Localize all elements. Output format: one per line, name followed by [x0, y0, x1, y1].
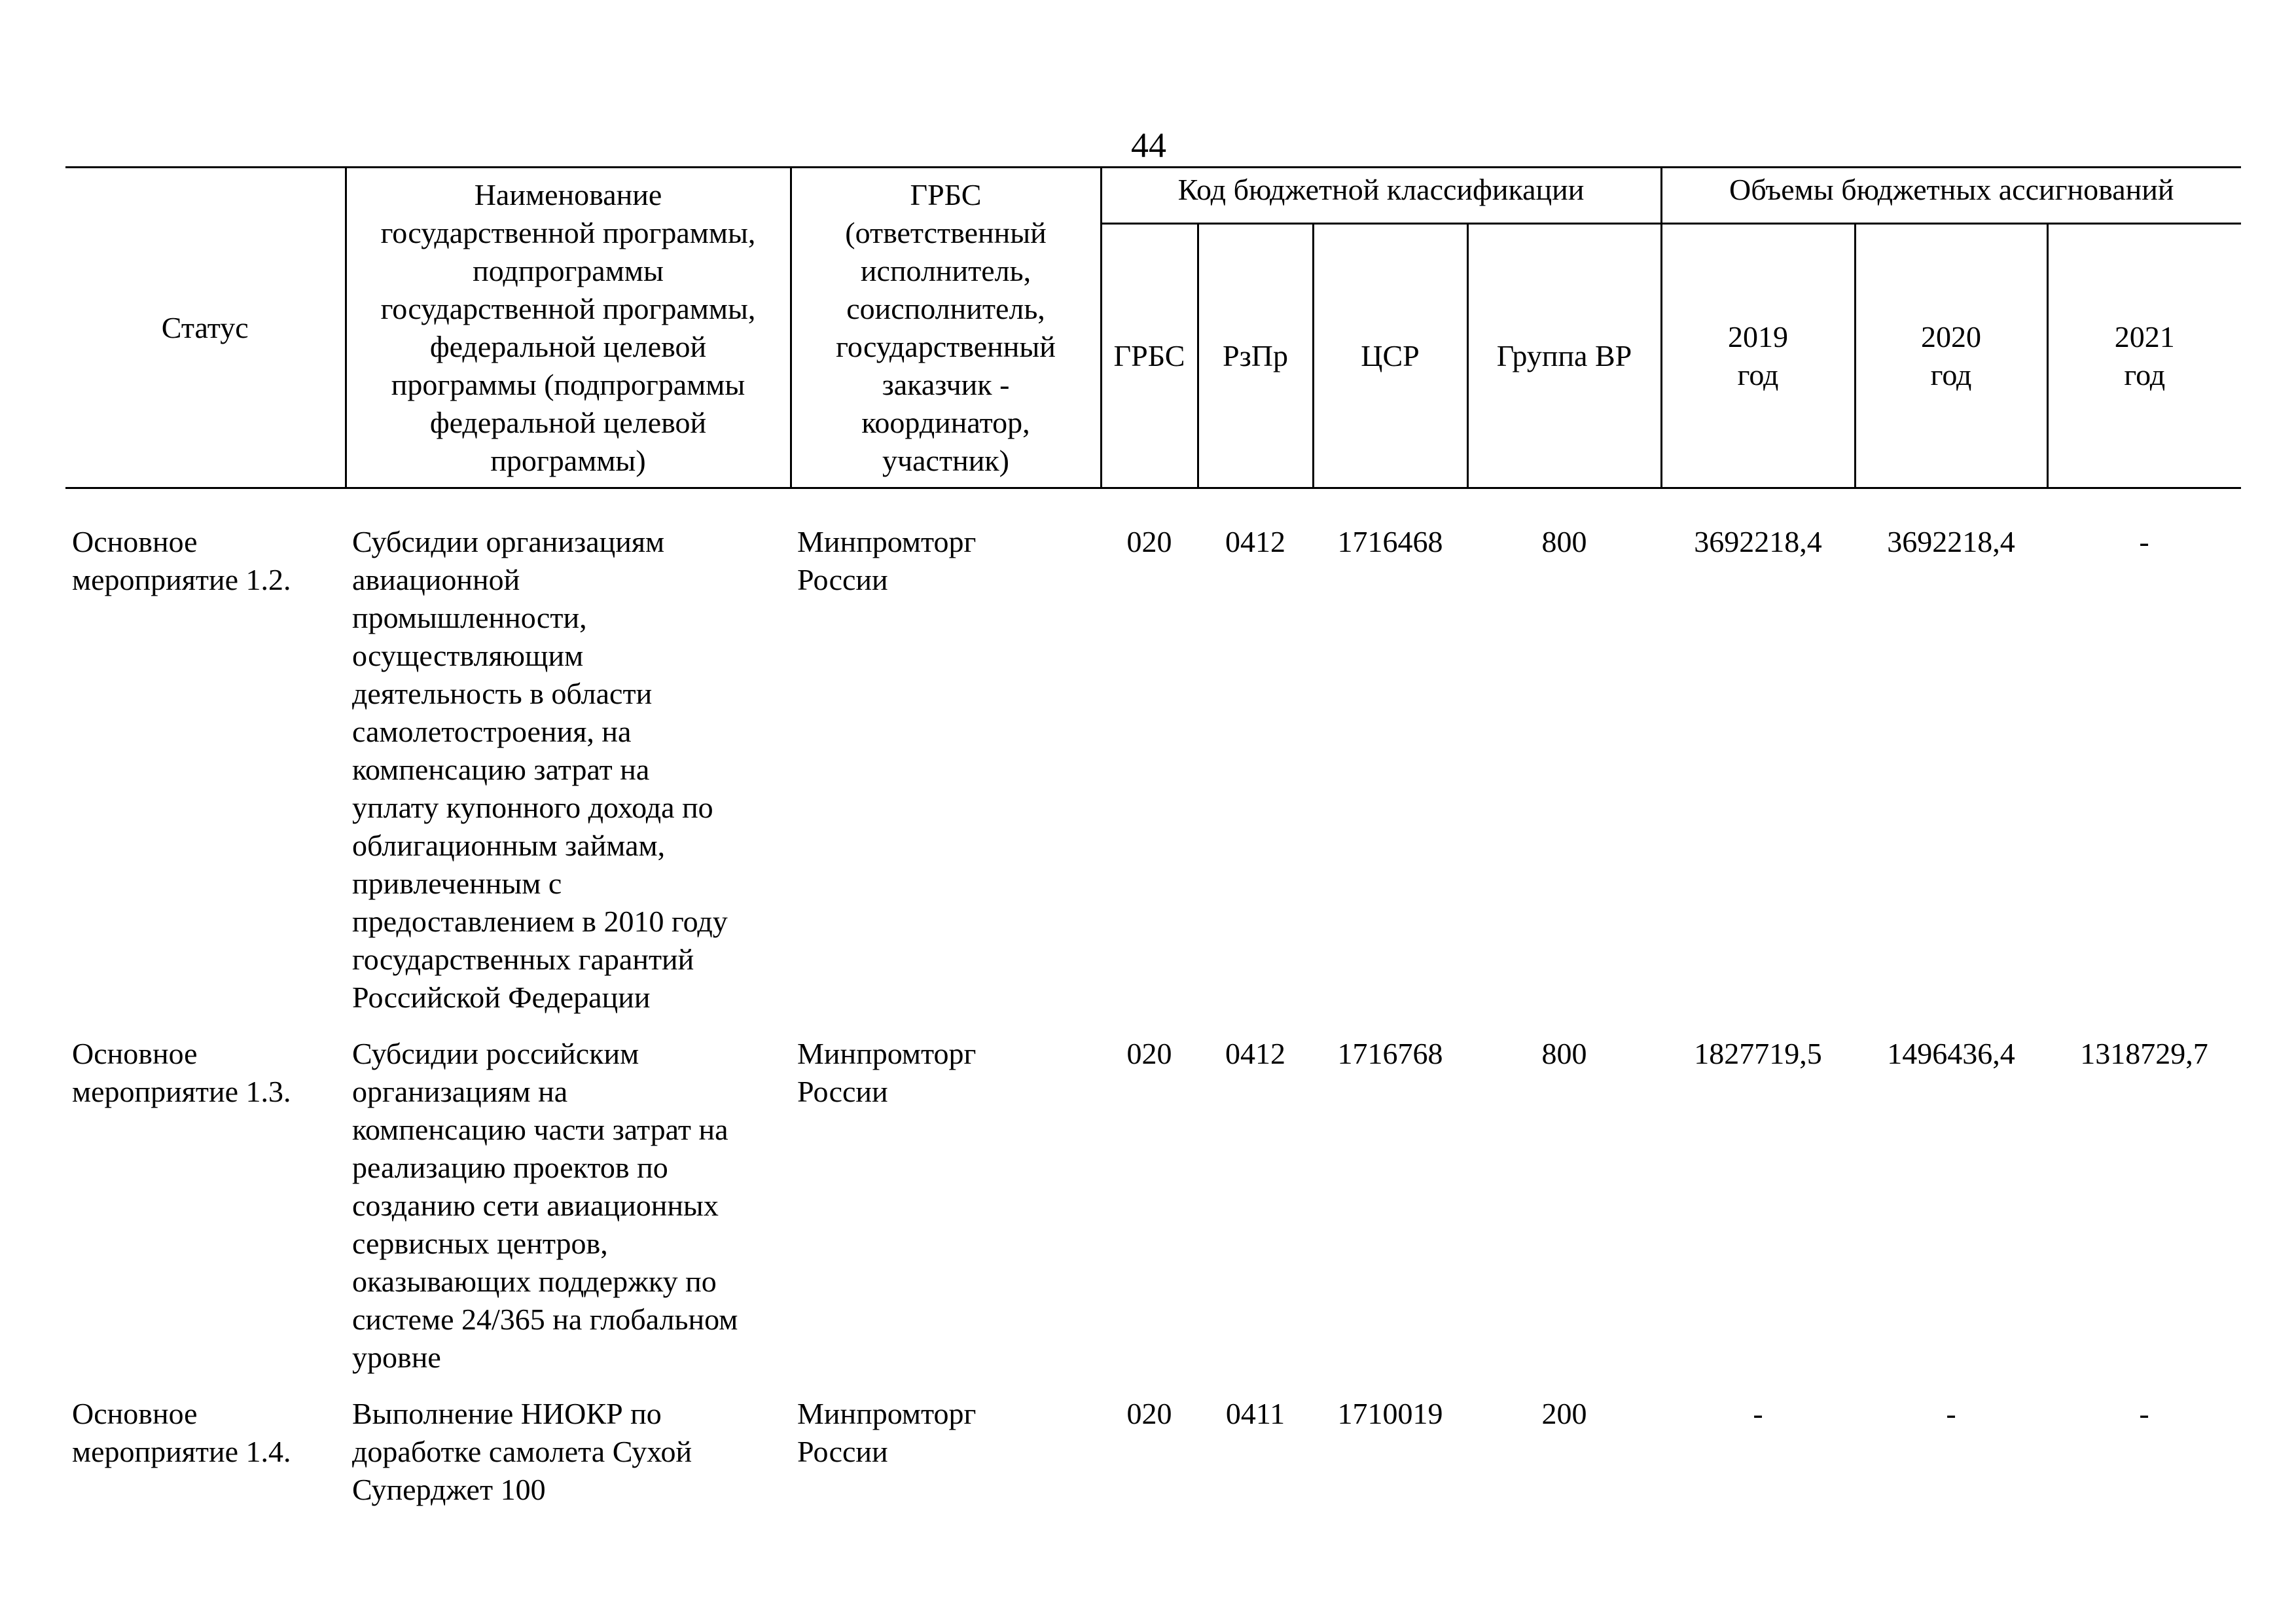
- header-status: Статус: [65, 168, 346, 488]
- budget-table: [65, 166, 2241, 1527]
- row-rzpr: 0412: [1225, 1037, 1285, 1070]
- header-code-grbs: ГРБС: [1101, 224, 1198, 488]
- page-number: 44: [1131, 126, 1166, 165]
- row-vr: 800: [1541, 525, 1587, 558]
- row-grbs-code: 020: [1126, 1397, 1172, 1430]
- header-year-2021: 2021 год: [2047, 224, 2241, 488]
- row-2019: -: [1753, 1397, 1763, 1430]
- header-program-name: Наименование государственной программы, подпрограммы государственной программы, федеральной целевой программы (подпрограммы федеральной целевой программы): [346, 168, 791, 488]
- header-year-2020: 2020 год: [1855, 224, 2047, 488]
- row-2020: -: [1946, 1397, 1956, 1430]
- header-code-rzpr: РзПр: [1198, 224, 1313, 488]
- row-2020: 3692218,4: [1887, 525, 2015, 558]
- table-row: [65, 488, 2241, 1036]
- header-grbs-role: ГРБС (ответственный исполнитель, соисполнитель, государственный заказчик - координатор, участник): [791, 168, 1101, 488]
- row-2021: -: [2139, 525, 2149, 558]
- row-status: Основное мероприятие 1.3.: [72, 1037, 291, 1108]
- row-2020: 1496436,4: [1887, 1037, 2015, 1070]
- table-row: [65, 1035, 2241, 1395]
- row-csr: 1716468: [1337, 525, 1443, 558]
- row-name: Выполнение НИОКР по доработке самолета Сухой Суперджет 100: [352, 1397, 692, 1506]
- row-grbs-code: 020: [1126, 1037, 1172, 1070]
- row-status: Основное мероприятие 1.2.: [72, 525, 291, 596]
- row-grbs-name: Минпромторг России: [797, 1037, 977, 1108]
- row-2019: 3692218,4: [1694, 525, 1822, 558]
- table-row: [65, 1395, 2241, 1527]
- row-csr: 1710019: [1337, 1397, 1443, 1430]
- row-rzpr: 0412: [1225, 525, 1285, 558]
- row-vr: 200: [1541, 1397, 1587, 1430]
- row-rzpr: 0411: [1225, 1397, 1285, 1430]
- header-code-vr: Группа ВР: [1467, 224, 1661, 488]
- header-budget-code-group: Код бюджетной классификации: [1101, 168, 1661, 224]
- row-grbs-name: Минпромторг России: [797, 525, 977, 596]
- row-grbs-code: 020: [1126, 525, 1172, 558]
- row-2021: -: [2139, 1397, 2149, 1430]
- row-2021: 1318729,7: [2080, 1037, 2208, 1070]
- row-name: Субсидии российским организациям на компенсацию части затрат на реализацию проектов по созданию сети авиационных сервисных центров, оказывающих поддержку по системе 24/365 на глобальном уровне: [352, 1037, 738, 1374]
- row-name: Субсидии организациям авиационной промышленности, осуществляющим деятельность в области самолетостроения, на компенсацию затрат на уплату купонного дохода по облигационным займам, привлеченным с предоставлением в 2010 году государственных гарантий Российской Федерации: [352, 525, 728, 1014]
- header-code-csr: ЦСР: [1313, 224, 1467, 488]
- row-status: Основное мероприятие 1.4.: [72, 1397, 291, 1468]
- row-grbs-name: Минпромторг России: [797, 1397, 977, 1468]
- header-year-2019: 2019 год: [1661, 224, 1855, 488]
- row-csr: 1716768: [1337, 1037, 1443, 1070]
- row-vr: 800: [1541, 1037, 1587, 1070]
- row-2019: 1827719,5: [1694, 1037, 1822, 1070]
- header-budget-volume-group: Объемы бюджетных ассигнований: [1661, 168, 2241, 224]
